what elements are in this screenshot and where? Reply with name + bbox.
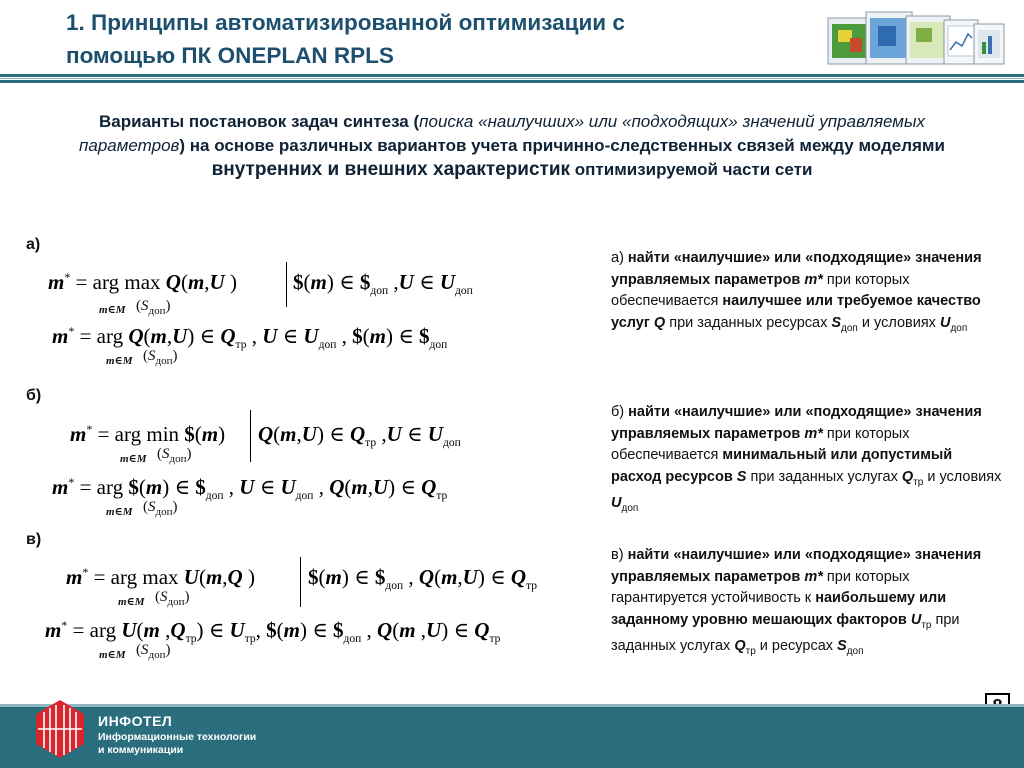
formula-a2: m* = arg Q(m,U) ∈ $Q_{тр}$ , U ∈ $U_{доп}$ , $(m) ∈ $\$_{доп}$ bbox=[52, 324, 448, 352]
formula-a1-condition: $(m) ∈ $\$_{доп}$ ,U ∈ $U_{доп}$ bbox=[293, 270, 473, 298]
infotel-logo-icon bbox=[34, 698, 86, 760]
title-line-2: помощью ПК ONEPLAN RPLS bbox=[66, 43, 394, 68]
formula-c1-sdop: $(S_{доп})$ bbox=[155, 589, 190, 608]
formula-c1-condition: $(m) ∈ $\$_{доп}$ , Q(m,U) ∈ $Q_{тр}$ bbox=[308, 565, 537, 593]
footer-bar bbox=[0, 704, 1024, 768]
formula-a1: m* = arg max Q(m,U ) bbox=[48, 270, 237, 294]
description-a: а) найти «наилучшие» или «подходящие» значения управляемых параметров m* при которых обеспечивается наилучшее или требуемое качество услуг Q при заданных ресурсах $S_{доп}$ и условиях $U_{доп}$ bbox=[611, 250, 982, 334]
section-label-a: а) bbox=[26, 236, 41, 253]
formula-a1-subscript: m∈M bbox=[99, 304, 126, 316]
formula-c2-subscript: m∈M bbox=[99, 649, 126, 661]
formula-b1-sdop: $(S_{доп})$ bbox=[157, 446, 192, 465]
title-line-1: 1. Принципы автоматизированной оптимизации с bbox=[66, 10, 625, 35]
formula-a2-subscript: m∈M bbox=[106, 355, 133, 367]
software-screenshots-image bbox=[826, 8, 1006, 70]
formula-c2-sdop: $(S_{доп})$ bbox=[136, 642, 171, 661]
section-label-b: б) bbox=[26, 387, 42, 404]
formula-b2: m* = arg $(m) ∈ $\$_{доп}$ , U ∈ $U_{доп}$ , Q(m,U) ∈ $Q_{тр}$ bbox=[52, 475, 448, 503]
formula-a2-sdop: $(S_{доп})$ bbox=[143, 348, 178, 367]
formula-c1-subscript: m∈M bbox=[118, 596, 145, 608]
formula-a1-bar bbox=[286, 262, 287, 307]
footer-rule bbox=[0, 704, 1024, 707]
brand-tagline: Информационные технологии и коммуникации bbox=[98, 731, 257, 756]
description-c: в) найти «наилучшие» или «подходящие» значения управляемых параметров m* при которых гарантируется устойчивость к наибольшему или заданному уровню мешающих факторов $U_{тр}$ при заданных услугах $Q_{тр}$ и ресурсах $S_{доп}$ bbox=[611, 547, 982, 657]
formula-c1-bar bbox=[300, 557, 301, 607]
formula-c2: m* = arg U(m $,Q_{тр}$) ∈ $U_{тр}$, $(m) ∈ $\$_{доп}$ , Q(m ,U) ∈ $Q_{тр}$ bbox=[45, 618, 501, 646]
formula-c1: m* = arg max U(m,Q ) bbox=[66, 565, 255, 589]
brand-name: ИНФОТЕЛ bbox=[98, 713, 173, 729]
section-label-c: в) bbox=[26, 531, 42, 548]
formula-b1-condition: Q(m,U) ∈ $Q_{тр}$ ,U ∈ $U_{доп}$ bbox=[258, 422, 461, 450]
formula-b1-subscript: m∈M bbox=[120, 453, 147, 465]
slide-title bbox=[66, 6, 816, 72]
intro-paragraph: Варианты постановок задач синтеза (поиска «наилучших» или «подходящих» значений управляемых параметров) на основе различных вариантов учета причинно-следственных связей между моделями внутренних и внешних характеристик оптимизируемой части сети bbox=[79, 112, 945, 180]
formula-b2-subscript: m∈M bbox=[106, 506, 133, 518]
formula-b1-bar bbox=[250, 410, 251, 462]
formula-a1-sdop: $(S_{доп})$ bbox=[136, 298, 171, 317]
formula-b1: m* = arg min $(m) bbox=[70, 422, 226, 446]
formula-b2-sdop: $(S_{доп})$ bbox=[143, 499, 178, 518]
title-divider bbox=[0, 74, 1024, 83]
description-b: б) найти «наилучшие» или «подходящие» значения управляемых параметров m* при которых обеспечивается минимальный или допустимый расход ресурсов S при заданных услугах $Q_{тр}$ и условиях $U_{доп}$ bbox=[611, 404, 1002, 514]
